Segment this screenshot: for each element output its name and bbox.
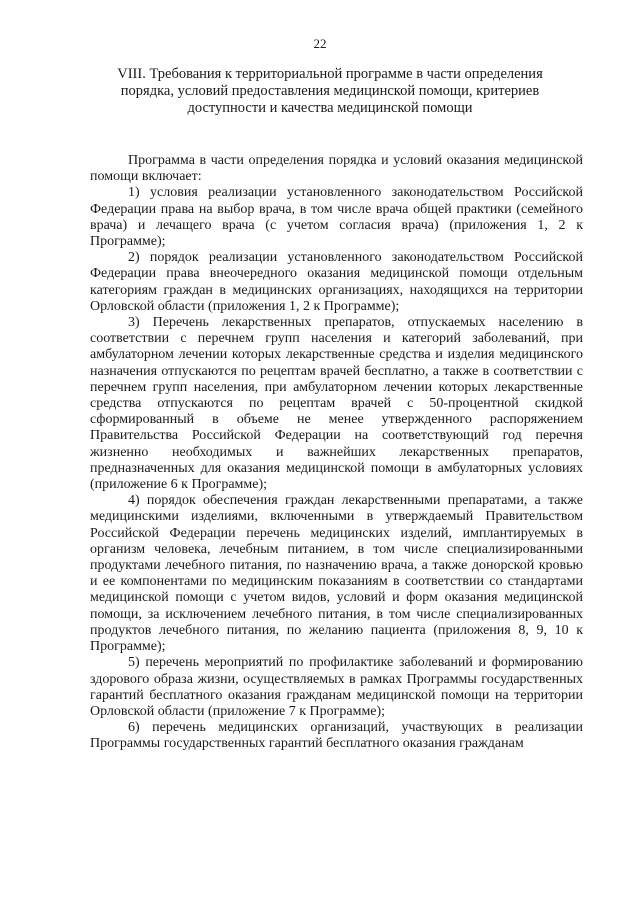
paragraph-item-5: 5) перечень мероприятий по профилактике заболеваний и формированию здорового образа жизни, осуществляемых в рамках Программы государственных гарантий бесплатного оказания гражданам медицинской помощи на территории Орловской области (приложение 7 к Программе); xyxy=(90,655,583,719)
page-number: 22 xyxy=(313,36,327,51)
paragraph-item-1: 1) условия реализации установленного законодательством Российской Федерации права на выбор врача, в том числе врача общей практики (семейного врача) и лечащего врача (с учетом согласия врача) (приложения 1, 2 к Программе); xyxy=(90,185,583,250)
paragraph-item-4: 4) порядок обеспечения граждан лекарственными препаратами, а также медицинскими изделиями, включенными в утверждаемый Правительством Российской Федерации перечень медицинских изделий, имплантируемых в организм человека, лечебным питанием, в том числе специализированными продуктами лечебного питания, по назначению врача, а также донорской кровью и ее компонентами по медицинским показаниям в соответствии со стандартами медицинской помощи с учетом видов, условий и форм оказания медицинской помощи, за исключением лечебного питания, в том числе специализированных продуктов лечебного питания, по желанию пациента (приложения 8, 9, 10 к Программе); xyxy=(90,493,583,655)
paragraph-item-2: 2) порядок реализации установленного законодательством Российской Федерации права внеочередного оказания медицинской помощи отдельным категориям граждан в медицинских организациях, находящихся на территории Орловской области (приложения 1, 2 к Программе); xyxy=(90,250,583,314)
section-heading: VIII. Требования к территориальной программе в части определения порядка, условий предоставления медицинской помощи, критериев доступности и качества медицинской помощи xyxy=(117,66,543,116)
paragraph-item-6: 6) перечень медицинских организаций, участвующих в реализации Программы государственных гарантий бесплатного оказания гражданам xyxy=(90,720,583,752)
document-body xyxy=(90,153,583,753)
paragraph-intro: Программа в части определения порядка и условий оказания медицинской помощи включает: xyxy=(90,153,583,185)
paragraph-item-3: 3) Перечень лекарственных препаратов, отпускаемых населению в соответствии с перечнем групп населения и категорий заболеваний, при амбулаторном лечении которых лекарственные средства и изделия медицинского назначения отпускаются по рецептам врачей бесплатно, а также в соответствии с перечнем групп населения, при амбулаторном лечении которых лекарственные средства отпускаются по рецептам врачей с 50-процентной скидкой сформированный в объеме не менее утвержденного распоряжением Правительства Российской Федерации на соответствующий год перечня жизненно необходимых и важнейших лекарственных препаратов, предназначенных для оказания медицинской помощи в амбулаторных условиях (приложение 6 к Программе); xyxy=(90,315,583,493)
